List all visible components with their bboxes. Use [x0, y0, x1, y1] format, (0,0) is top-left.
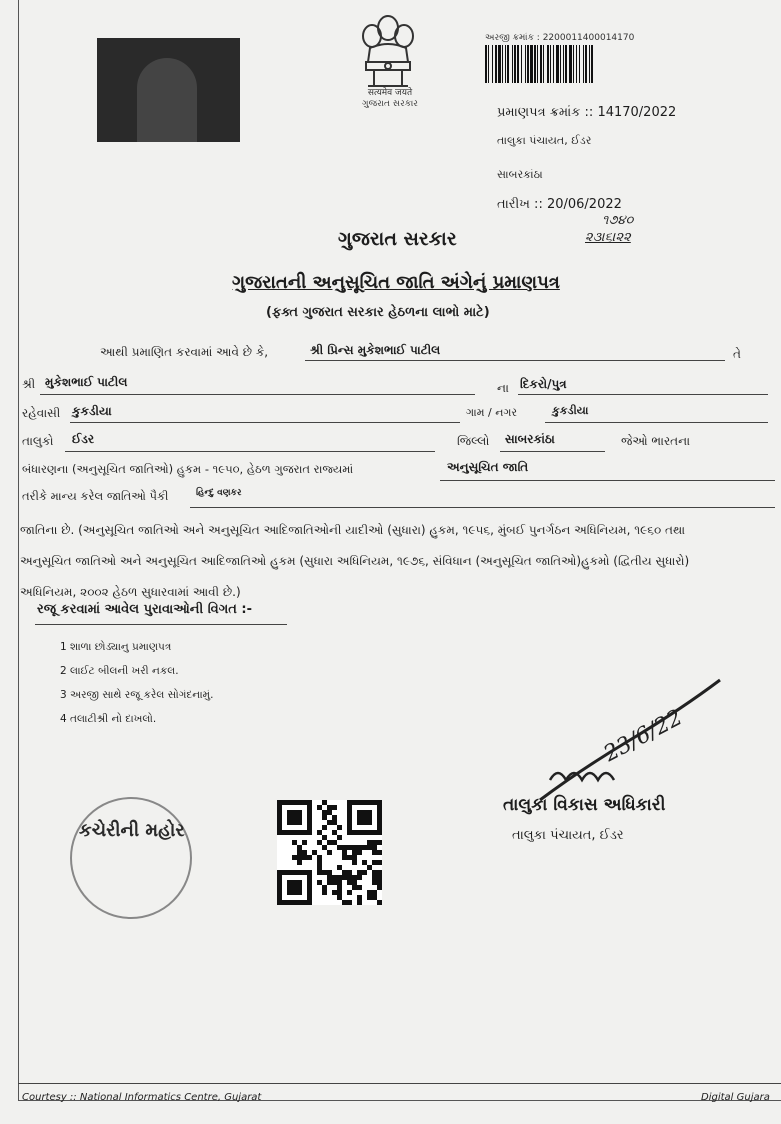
footer-divider: [18, 1083, 781, 1084]
signature-date: 23/6/22: [600, 705, 687, 768]
officer-office: તાલુકા પંચાયત, ઈડર: [512, 828, 624, 843]
shri-label: શ્રી: [22, 377, 36, 391]
te-text: તે: [733, 347, 741, 361]
paragraph-line: અધિનિયમ, ૨૦૦૨ હેઠળ સુધારવામાં આવી છે.): [20, 585, 241, 599]
application-number: અરજી ક્રમાંક : 2200011400014170: [485, 33, 635, 43]
father-name: મુકેશભાઈ પાટીલ: [45, 375, 128, 389]
issuing-office: તાલુકા પંચાયત, ઈડર: [497, 134, 592, 147]
resident-label: રહેવાસી: [22, 406, 61, 420]
underline: [545, 422, 768, 423]
certificate-title: ગુજરાતની અનુસૂચિત જાતિ અંગેનું પ્રમાણપત્ર: [232, 272, 560, 293]
officer-title: તાલુકા વિકાસ અધિકારી: [503, 795, 666, 815]
evidence-item: 2 લાઈટ બીલની ખરી નકલ.: [60, 665, 179, 677]
intro-text: આથી પ્રમાણિત કરવામાં આવે છે કે,: [100, 345, 269, 359]
qr-code: [277, 800, 382, 905]
underline: [518, 394, 768, 395]
category-value: અનુસૂચિત જાતિ: [447, 460, 529, 474]
footer-courtesy: Courtesy :: National Informatics Centre, Gujarat: [22, 1092, 262, 1103]
applicant-name: શ્રી પ્રિન્સ મુકેશભાઈ પાટીલ: [310, 343, 441, 357]
resident-value: કુકડીયા: [72, 404, 112, 418]
evidence-item: 4 તલાટીશ્રી નો દાખલો.: [60, 713, 157, 725]
paragraph-line: અનુસૂચિત જાતિઓ અને અનુસૂચિત આદિજાતિઓ હુકમ (સુધારા અધિનિયમ, ૧૯૭૬, સંવિધાન (અનુસૂચિત જાતિઓ)હુકમો (દ્વિતીય સુધારો): [20, 554, 690, 568]
legal-paragraph: [20, 515, 780, 608]
underline: [305, 360, 725, 361]
office-seal: [70, 797, 192, 919]
evidence-item: 3 અરજી સાથે રજૂ કરેલ સોગંદનામું.: [60, 689, 214, 701]
emblem-motto: सत्यमेव जयते: [367, 88, 413, 98]
village-value: કુકડીયા: [552, 404, 589, 417]
relation: દિકરો/પુત્ર: [520, 377, 567, 391]
underline: [65, 451, 435, 452]
underline: [500, 451, 605, 452]
district-value: સાબરકાંઠા: [505, 432, 555, 446]
issuing-district: સાબરકાંઠા: [497, 168, 543, 181]
underline: [35, 624, 287, 625]
certificate-subtitle: (ફક્ત ગુજરાત સરકાર હેઠળના લાભો માટે): [266, 305, 490, 320]
government-title: ગુજરાત સરકાર: [338, 228, 457, 250]
recognized-text: તરીકે માન્ય કરેલ જાતિઓ પૈકી: [22, 489, 169, 503]
seal-text: કચેરીની મહોર: [79, 820, 185, 841]
constitution-text: બંધારણના (અનુસૂચિત જાતિઓ) હુકમ - ૧૯૫૦, હેઠળ ગુજરાત રાજ્યમાં: [22, 462, 354, 476]
issue-date: તારીખ :: 20/06/2022: [497, 197, 622, 212]
village-label: ગામ / નગર: [466, 406, 518, 419]
na-label: ના: [497, 381, 509, 395]
handwritten-date: ૨૩।૬।૨૨: [585, 230, 631, 245]
underline: [70, 422, 460, 423]
handwritten-number: ૧૭૪૦: [602, 213, 634, 228]
underline: [40, 394, 475, 395]
emblem-caption: [340, 88, 440, 110]
footer-digital-gujarat: Digital Gujara: [701, 1092, 770, 1103]
underline: [190, 507, 775, 508]
evidence-heading: રજૂ કરવામાં આવેલ પુરાવાઓની વિગત :-: [37, 602, 252, 617]
emblem-government: ગુજરાત સરકાર: [362, 99, 418, 109]
taluka-label: તાલુકો: [22, 434, 54, 448]
district-label: જિલ્લો: [457, 434, 490, 448]
barcode: [485, 45, 692, 83]
certificate-number: પ્રમાણપત્ર ક્રમાંક :: 14170/2022: [497, 105, 677, 120]
state-emblem-icon: [348, 10, 428, 90]
applicant-photo: [97, 38, 240, 142]
paragraph-line: જાતિના છે. (અનુસૂચિત જાતિઓ અને અનુસૂચિત આદિજાતિઓની યાદીઓ (સુધારા) હુકમ, ૧૯૫૬, મુંબઈ પુનર્ગઠન અધિનિયમ, ૧૯૬૦ તથા: [20, 523, 686, 537]
caste-value: હિન્દુ વણકર: [196, 488, 242, 498]
india-text: જેઓ ભારતના: [621, 434, 691, 448]
taluka-value: ઈડર: [72, 432, 95, 446]
evidence-item: 1 શાળા છોડ્યાનુ પ્રમાણપત્ર: [60, 641, 172, 653]
underline: [440, 480, 775, 481]
